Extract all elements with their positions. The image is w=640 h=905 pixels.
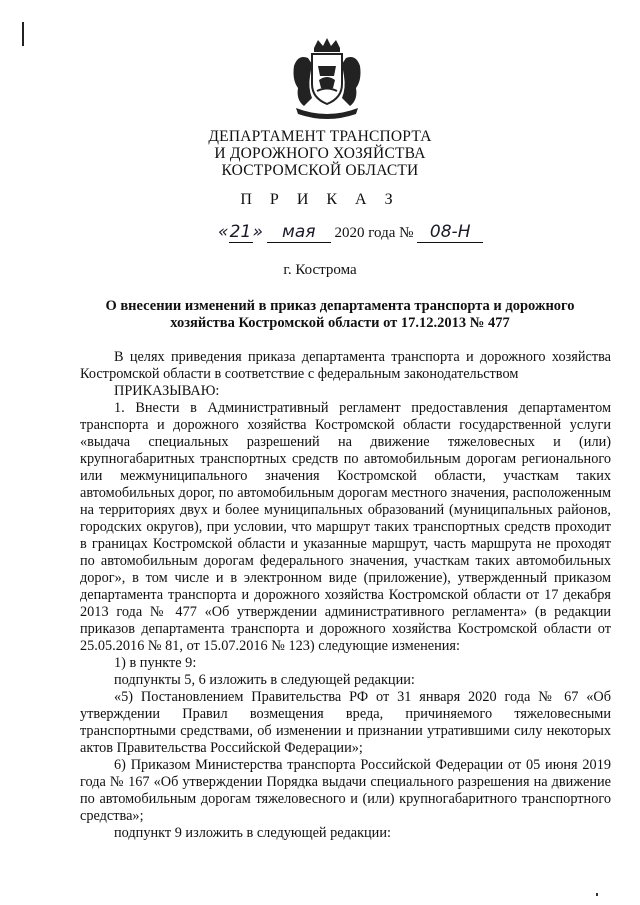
department-header — [0, 128, 640, 179]
body-paragraph: 1) в пункте 9: — [114, 655, 197, 671]
coat-of-arms-emblem — [288, 36, 366, 122]
body-paragraph: ПРИКАЗЫВАЮ: — [114, 383, 220, 399]
body-paragraph: 1. Внести в Административный регламент предоставления департаментом транспорта и дорожного хозяйства Костромской области государственной услуги «выдача специальных разрешений на движение тяжеловесных и (или) крупногабаритных транспортных средств по автомобильным дорогам регионального или межмуниципального значения Костромской области, участкам таких автомобильных дорог, по автомобильным дорогам местного значения, расположенным на территориях двух и более муниципальных образований (муниципальных районов, городских округов), при условии, что маршрут таких транспортных средств проходит в границах Костромской области и указанные маршрут, часть маршрута не проходят по автомобильным дорогам федерального значения, участкам таких автомобильных дорог», в том числе и в электронном виде (приложение), утвержденный приказом департамента транспорта и дорожного хозяйства Костромской области от 17 декабря 2013 года № 477 «Об утверждении административного регламента» (в редакции приказов департамента транспорта и дорожного хозяйства Костромской области от 25.05.2016 № 81, от 15.07.2016 № 123) следующие изменения: — [80, 400, 611, 654]
date-close-quote: » — [252, 222, 263, 242]
header-line: ДЕПАРТАМЕНТ ТРАНСПОРТА — [208, 128, 432, 145]
body-paragraph: В целях приведения приказа департамента транспорта и дорожного хозяйства Костромской области в соответствие с федеральным законодательством — [80, 349, 611, 382]
order-subject: О внесении изменений в приказ департамента транспорта и дорожного хозяйства Костромской области от 17.12.2013 № 477 — [105, 298, 575, 331]
order-body — [80, 349, 611, 842]
body-paragraph: подпункты 5, 6 изложить в следующей редакции: — [114, 672, 415, 688]
date-month: мая — [267, 222, 331, 243]
body-paragraph: подпункт 9 изложить в следующей редакции: — [114, 825, 391, 841]
order-number: 08-Н — [417, 222, 483, 243]
header-line: КОСТРОМСКОЙ ОБЛАСТИ — [221, 162, 419, 179]
page-mark — [596, 893, 598, 896]
body-paragraph: 6) Приказом Министерства транспорта Российской Федерации от 05 июня 2019 года № 167 «Об утверждении Порядка выдачи специального разрешения на движение по автомобильным дорогам тяжеловесного и (или) крупногабаритного транспортного средства»; — [80, 757, 611, 824]
date-day: 21 — [229, 222, 252, 242]
order-date-line — [218, 222, 483, 243]
order-title: П Р И К А З — [240, 191, 400, 208]
scan-mark — [22, 22, 24, 46]
date-year-text: 2020 года № — [334, 225, 414, 241]
city: г. Кострома — [283, 262, 357, 278]
date-open-quote: « — [218, 222, 229, 242]
header-line: И ДОРОЖНОГО ХОЗЯЙСТВА — [214, 145, 426, 162]
body-paragraph: «5) Постановлением Правительства РФ от 31 января 2020 года № 67 «Об утверждении Правил возмещения вреда, причиняемого тяжеловесными транспортными средствами, об изменении и признании утратившими силу некоторых актов Правительства Российской Федерации»; — [80, 689, 611, 756]
